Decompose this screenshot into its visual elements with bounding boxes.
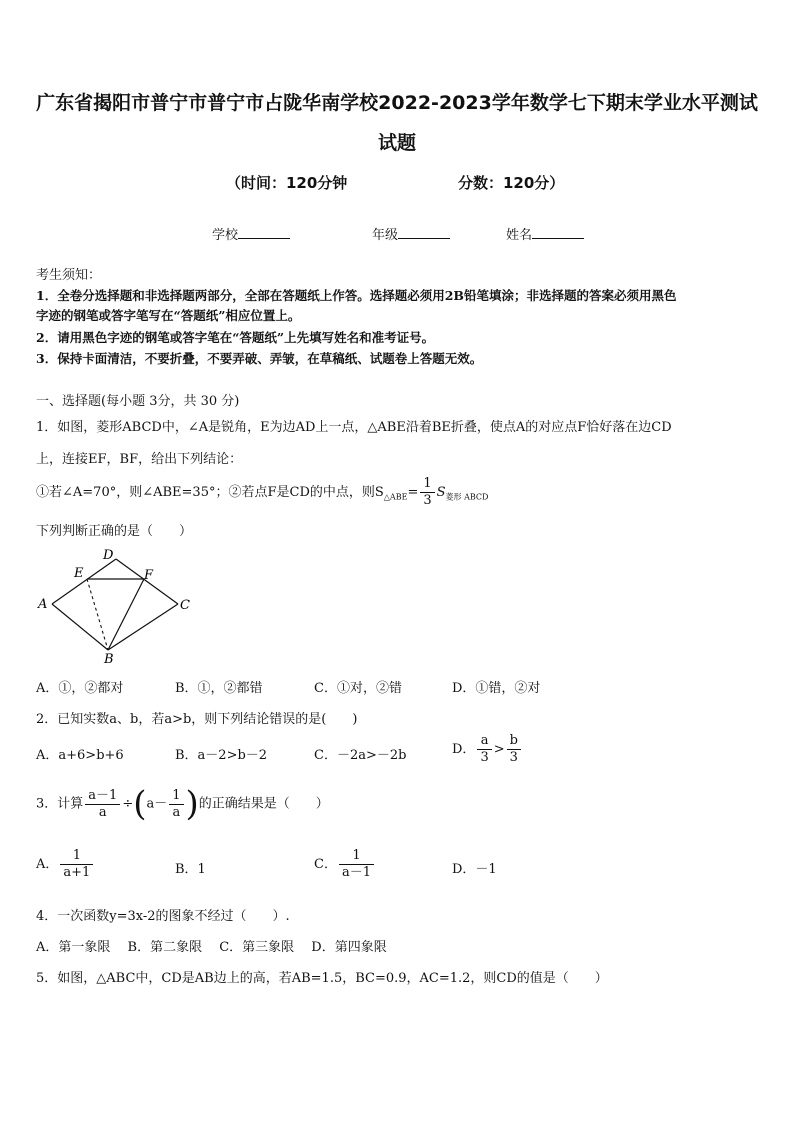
q1-area-s: S — [436, 485, 446, 500]
edge-ab — [52, 604, 108, 650]
q2-option-a[interactable]: A．a+6>b+6 — [36, 748, 124, 763]
q3-option-c-label: C． — [314, 857, 337, 872]
q2-d-frac-b — [507, 733, 521, 766]
q3-frac1 — [85, 788, 120, 821]
q2-d-frac-a — [477, 733, 491, 766]
q3-frac2-num: 1 — [169, 788, 183, 805]
edge-bc — [108, 604, 178, 650]
q2-d-num-a: a — [477, 733, 491, 750]
q4-options[interactable]: A．第一象限 B．第二象限 C．第三象限 D．第四象限 — [36, 940, 387, 955]
q3-a-minus: a－ — [146, 796, 168, 812]
notice-heading: 考生须知： — [36, 268, 102, 283]
q3-option-c-frac — [339, 848, 374, 881]
q3-option-d[interactable]: D．－1 — [452, 862, 497, 877]
label-c: C — [180, 598, 190, 613]
q1-line1: 1．如图，菱形ABCD中，∠A是锐角，E为边AD上一点，△ABE沿着BE折叠，使点A的对应点F恰好落在边CD — [36, 420, 672, 435]
label-d: D — [103, 548, 114, 563]
grade-label: 年级 — [372, 228, 399, 243]
q1-condition-text: ①若∠A=70°，则∠ABE=35°；②若点F是CD的中点，则S — [36, 485, 384, 500]
q2-d-den-a: 3 — [480, 750, 489, 765]
q2-d-num-b: b — [507, 733, 521, 750]
q1-option-c[interactable]: C．①对，②错 — [314, 681, 402, 696]
q3-stem — [36, 784, 329, 824]
q4-stem: 4．一次函数y=3x-2的图象不经过（ ）. — [36, 909, 290, 924]
q1-option-d[interactable]: D．①错，②对 — [452, 681, 541, 696]
label-a: A — [38, 597, 48, 612]
school-label: 学校 — [212, 228, 239, 243]
q1-frac-num: 1 — [420, 476, 434, 493]
rhombus-figure — [30, 546, 200, 664]
grade-field[interactable] — [372, 224, 450, 243]
q3-frac2 — [169, 788, 183, 821]
name-field[interactable] — [506, 224, 584, 243]
q3-frac2-den: a — [172, 804, 181, 820]
fold-line-be — [87, 579, 108, 650]
edge-da — [52, 559, 116, 604]
name-label: 姓名 — [506, 228, 533, 243]
grade-blank[interactable] — [398, 226, 450, 239]
q2-stem: 2．已知实数a、b，若a>b，则下列结论错误的是( ) — [36, 712, 358, 727]
q3-divide: ÷ — [122, 796, 134, 812]
label-f: F — [144, 568, 154, 583]
q3-opt-c-den: a－1 — [341, 865, 371, 880]
total-score: 分数：120分） — [458, 174, 565, 192]
q1-equals: = — [407, 485, 419, 500]
q2-option-d[interactable] — [452, 733, 523, 766]
exam-title-line1: 广东省揭阳市普宁市普宁市占陇华南学校2022-2023学年数学七下期末学业水平测试 — [36, 92, 758, 114]
segment-bf — [108, 579, 144, 650]
notice-item-2: 2．请用黑色字迹的钢笔或答字笔在“答题纸”上先填写姓名和准考证号。 — [36, 330, 435, 345]
section1-heading: 一、选择题(每小题 3分，共 30 分) — [36, 394, 240, 409]
q3-right-paren: ) — [185, 784, 199, 824]
q1-line4: 下列判断正确的是（ ） — [36, 524, 193, 539]
notice-item-1a: 1．全卷分选择题和非选择题两部分，全部在答题纸上作答。选择题必须用2B铅笔填涂；非选择题的答案必须用黑色 — [36, 288, 677, 303]
q3-opt-a-den: a+1 — [63, 865, 91, 880]
school-blank[interactable] — [238, 226, 290, 239]
q2-d-gt: > — [493, 742, 505, 757]
q3-option-a[interactable] — [36, 848, 95, 881]
q2-option-b[interactable]: B．a－2>b－2 — [175, 748, 268, 763]
q3-frac1-den: a — [98, 804, 107, 820]
q3-frac1-num: a－1 — [85, 788, 120, 805]
q1-frac-den: 3 — [423, 493, 432, 508]
q3-suffix: 的正确结果是（ ） — [198, 796, 329, 812]
q1-option-b[interactable]: B．①，②都错 — [175, 681, 263, 696]
exam-title-line2: 试题 — [377, 132, 416, 154]
q3-left-paren: ( — [133, 784, 147, 824]
q3-option-c[interactable] — [314, 848, 376, 881]
label-b: B — [104, 652, 114, 664]
time-limit: （时间：120分钟 — [226, 174, 348, 192]
q1-line3 — [36, 476, 488, 509]
q1-sub-rhombus: 菱形 ABCD — [445, 492, 489, 502]
q3-option-a-frac — [60, 848, 93, 881]
q1-fraction — [420, 476, 434, 509]
q2-d-den-b: 3 — [509, 750, 518, 765]
q3-option-b[interactable]: B．1 — [175, 862, 206, 877]
name-blank[interactable] — [532, 226, 584, 239]
q1-option-a[interactable]: A．①，②都对 — [36, 681, 124, 696]
q1-line2: 上，连接EF，BF，给出下列结论： — [36, 452, 243, 467]
notice-item-3: 3．保持卡面清洁，不要折叠，不要弄破、弄皱，在草稿纸、试题卷上答题无效。 — [36, 351, 483, 366]
q5-stem: 5．如图，△ABC中，CD是AB边上的高，若AB=1.5，BC=0.9，AC=1.2，则CD的值是（ ） — [36, 971, 608, 986]
q3-option-a-label: A． — [36, 857, 59, 872]
q2-option-c[interactable]: C．－2a>－2b — [314, 748, 407, 763]
q1-sub-abe: △ABE — [383, 492, 408, 502]
label-e: E — [74, 566, 84, 581]
q3-opt-a-num: 1 — [60, 848, 93, 865]
q2-option-d-label: D． — [452, 742, 476, 757]
q3-prefix: 3．计算 — [36, 796, 84, 812]
school-field[interactable] — [212, 224, 290, 243]
q3-opt-c-num: 1 — [339, 848, 374, 865]
notice-item-1b: 字迹的钢笔或答字笔写在“答题纸”相应位置上。 — [36, 308, 301, 323]
